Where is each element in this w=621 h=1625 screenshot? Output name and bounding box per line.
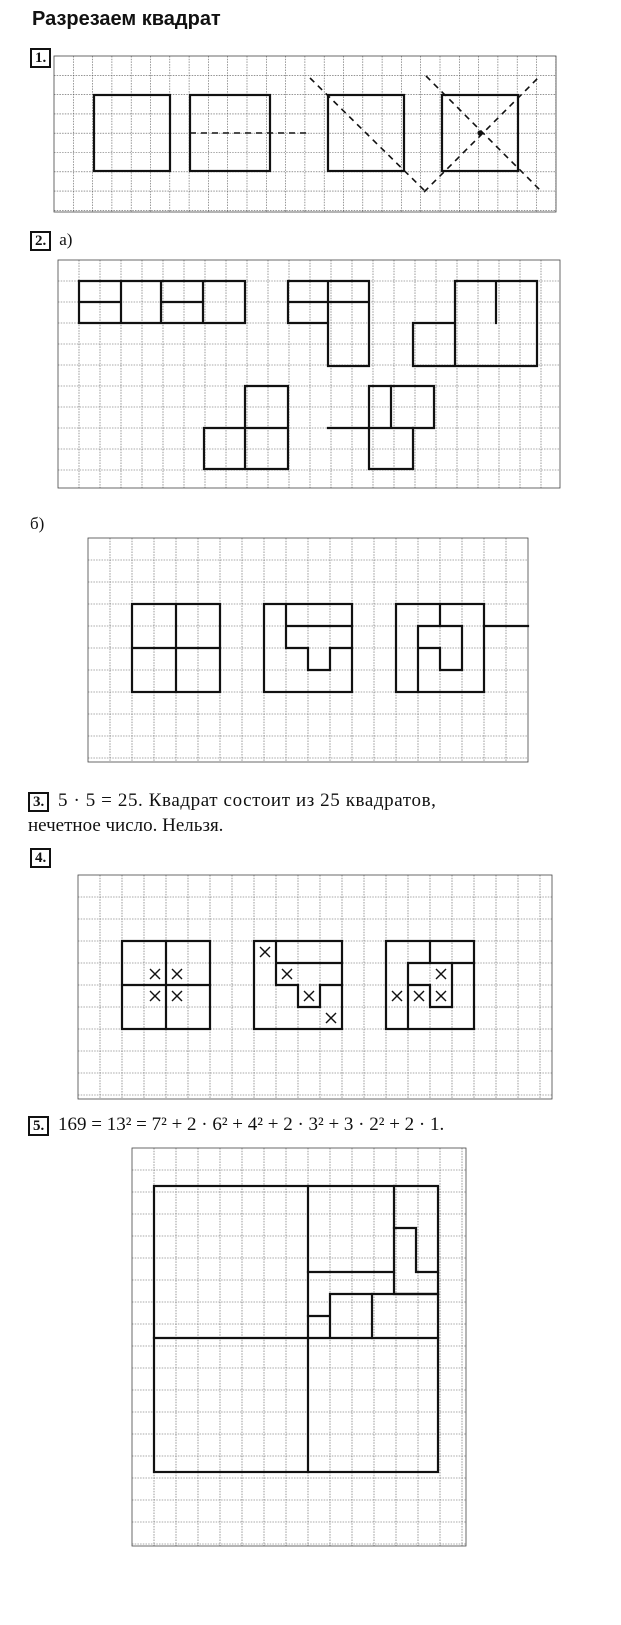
grid-lines (58, 260, 560, 488)
problem-2a-grid-figure (58, 260, 560, 488)
piece-small-2 (394, 1228, 438, 1272)
problem-1-grid-figure (54, 56, 556, 212)
part-a-label: а) (59, 230, 73, 249)
problem-4-grid-figure (78, 875, 552, 1099)
grid-lines (132, 1148, 466, 1546)
problem-number-badge: 3. (28, 792, 49, 812)
grid-frame (58, 260, 560, 488)
problem-2-heading (30, 230, 72, 251)
problem-5-equation: 169 = 13² = 7² + 2 · 6² + 4² + 2 · 3² + 3 · 2² + 2 · 1. (58, 1114, 445, 1135)
quadrant-cut (122, 941, 210, 1029)
grid-lines (78, 875, 552, 1099)
grid-frame (78, 875, 552, 1099)
grid-frame (132, 1148, 466, 1546)
diagonal-cut-line-b (426, 76, 542, 192)
quadrant-cut (132, 604, 220, 692)
piece-4x4 (308, 1186, 394, 1272)
cross-cut (418, 604, 528, 692)
problem-number-badge: 1. (30, 48, 51, 68)
piece-7x7 (154, 1186, 308, 1338)
shape-l-right (413, 281, 537, 366)
problem-number-badge: 2. (30, 231, 51, 251)
shape-l-left (288, 281, 369, 366)
shape-t (204, 386, 288, 469)
problem-number-badge: 4. (30, 848, 51, 868)
problem-3-line-1 (28, 790, 436, 812)
problem-4-number (30, 848, 51, 868)
problem-5-grid-figure (132, 1148, 466, 1546)
problem-1-number (30, 48, 51, 68)
problem-3-text-1: 5 · 5 = 25. Квадрат состоит из 25 квадратов, (58, 790, 437, 811)
problem-number-badge: 5. (28, 1116, 49, 1136)
problem-2b-grid-figure (88, 538, 528, 762)
part-b-label: б) (30, 514, 45, 533)
spiral-cut (276, 941, 342, 1007)
problem-5-line (28, 1114, 444, 1136)
spiral-cut (286, 604, 352, 670)
page-title: Разрезаем квадрат (32, 8, 221, 30)
piece-small-1 (394, 1272, 438, 1294)
problem-3-line-2: нечетное число. Нельзя. (28, 815, 224, 836)
center-point (477, 130, 482, 135)
